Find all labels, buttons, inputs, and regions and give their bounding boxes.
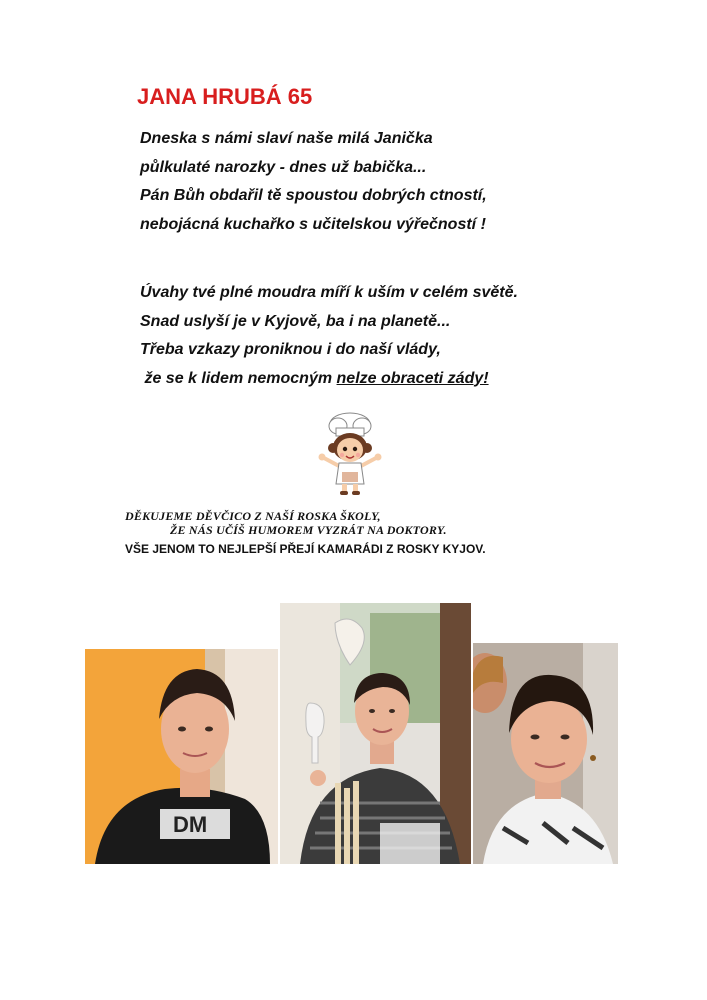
thanks-note bbox=[125, 509, 447, 537]
poem-line: Dneska s námi slaví naše milá Janička bbox=[140, 130, 433, 147]
poem-line-last bbox=[140, 365, 518, 394]
poem-line: Třeba vzkazy proniknou i do naší vlády, bbox=[140, 341, 441, 358]
poem-stanza-1 bbox=[140, 125, 487, 239]
photo-right bbox=[473, 643, 618, 864]
svg-text:DM: DM bbox=[173, 812, 208, 837]
photo-left bbox=[85, 649, 278, 864]
poem-line-text: že se k lidem nemocným bbox=[140, 369, 337, 387]
poem-line-underlined: nelze obraceti zády! bbox=[336, 369, 489, 387]
poem-line: Úvahy tvé plné moudra míří k uším v celém světě. bbox=[140, 284, 518, 301]
chef-girl-icon bbox=[312, 410, 388, 496]
page-title: JANA HRUBÁ 65 bbox=[137, 84, 313, 109]
poem-line: Snad uslyší je v Kyjově, ba i na planetě... bbox=[140, 312, 451, 330]
poem-stanza-2 bbox=[140, 279, 518, 393]
poem-line: Pán Bůh obdařil tě spoustou dobrých ctností, bbox=[140, 187, 487, 204]
poem-line: půlkulaté narozky - dnes už babička... bbox=[140, 158, 427, 176]
poem-line: nebojácná kuchařko s učitelskou výřečností ! bbox=[140, 215, 486, 233]
photo-middle bbox=[280, 603, 471, 864]
wish-line: VŠE JENOM TO NEJLEPŠÍ PŘEJÍ KAMARÁDI Z ROSKY KYJOV. bbox=[125, 542, 486, 556]
thanks-line: ŽE NÁS UČÍŠ HUMOREM VYZRÁT NA DOKTORY. bbox=[170, 523, 447, 537]
thanks-line: DĚKUJEME DĚVČICO Z NAŠÍ ROSKA ŠKOLY, bbox=[125, 509, 381, 523]
